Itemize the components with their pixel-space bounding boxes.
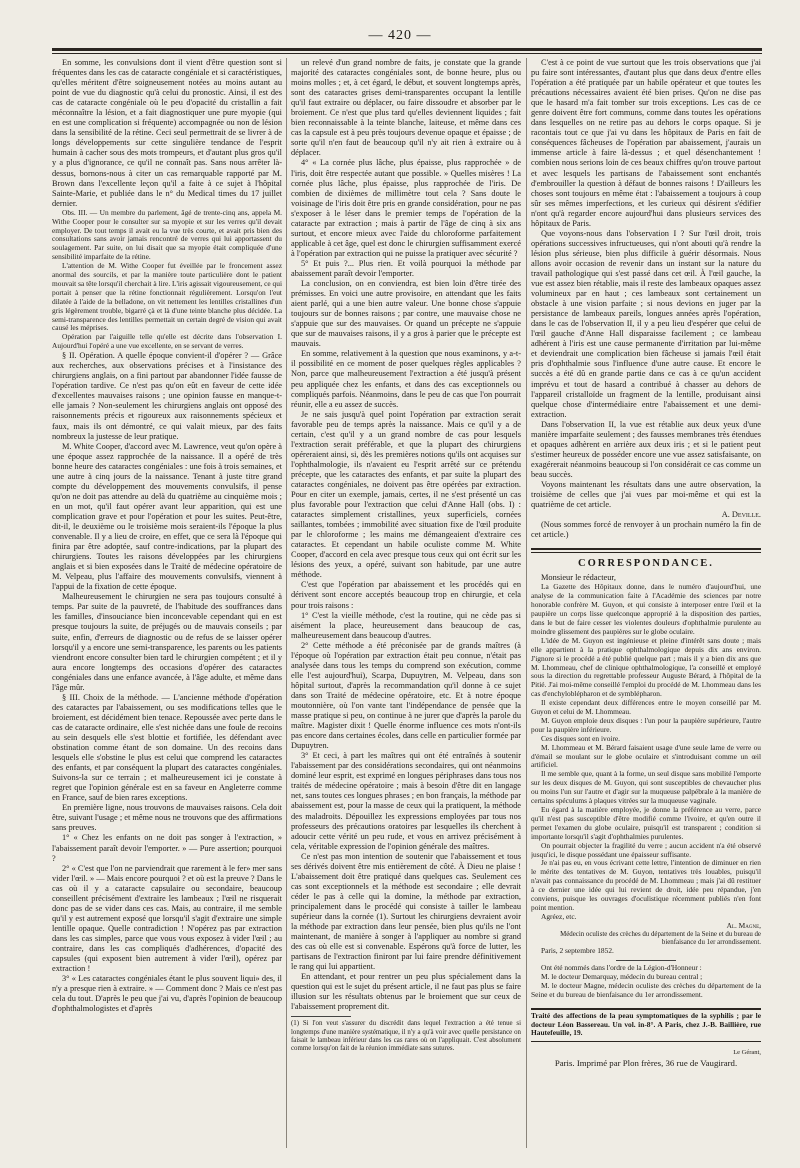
paragraph: Voyons maintenant les résultats dans une autre observation, la troisième de celles que j'ai vues par moi-même et qui est la quatrième de cet article. bbox=[531, 479, 761, 510]
page-number: — 420 — bbox=[368, 28, 432, 43]
paragraph: 4° « La cornée plus lâche, plus épaisse, plus rapprochée » de l'iris, doit être respectée autant que possible. » Quelles misères ! La cornée plus lâche, plus épaisse, plus rapprochée de l'iris. De combien de dixièmes de millimètre tout cela ? Sans doute le voisinage de l'iris doit être pris en grande considération, pour ne pas s'exposer à le léser dans le premier temps de l'opération de la cataracte par extraction ; mais à partir de l'âge de cinq à six ans surtout, et encore mieux avec l'aide du chloroforme parfaitement applicable à cet âge, quel est donc le chirurgien suffisamment exercé à l'opération par extraction qui ne puisse la pratiquer avec sécurité ? bbox=[291, 158, 521, 258]
footnote-rule bbox=[291, 1016, 351, 1017]
honors-paragraph: M. le docteur Demarquay, médecin du bureau central ; bbox=[541, 971, 703, 981]
section-rule bbox=[531, 548, 761, 550]
letter-date: Paris, 2 septembre 1852. bbox=[541, 946, 614, 956]
letter-paragraph: La Gazette des Hôpitaux donne, dans le numéro d'aujourd'hui, une analyse de la communication faite à l'Académie des sciences par notre honorable confrère M. Guyon, et qui consiste à interposer entre l'œil et la paupière un corps lisse quelconque approprié à la disposition des parties, dans le but de faire cesser les violentes douleurs d'ophthalmie purulente au moindre glissement des paupières sur le globe oculaire. bbox=[531, 582, 761, 636]
header-rule-thin bbox=[52, 53, 762, 54]
gerant-label: Le Gérant, bbox=[733, 1049, 761, 1057]
observation-paragraph: Obs. III. — Un membre du parlement, âgé de trente-cinq ans, appela M. Withe Cooper pour le consulter sur sa myopie et sur les verres qu'il devait employer. De tout temps il avait eu la vue très courte, et avait pris bien des consultations sans avoir jamais rencontré de verres qui lui apportassent du soulagement. Par suite, on lui disait que sa myopie était compliquée d'une sensibilité imparfaite de la rétine. bbox=[52, 207, 282, 262]
paragraph: En somme, les convulsions dont il vient d'être question sont si fréquentes dans les cas de cataracte congéniale et si caractéristiques, qu'elles méritent d'être soigneusement notées au moins autant au point de vue du diagnostic qu'à celui du pronostic. Ainsi, il est des cas de cataracte congéniale où le peu d'opacité du cristallin a fait méconnaître la lésion, et a fait diagnostiquer une pure myopie (qui en est une complication si fréquente) accompagnée ou non de lésion dans la sensibilité de la rétine. Ceci seul permettrait de se livrer à de longs développements sur cette singulière tendance de l'esprit humain à cacher sous des mots trompeurs, et d'autant plus gros qu'il y a plus d'ignorance, ce qu'il ne connaît pas. Sans nous arrêter là-dessus, bornons-nous à citer un cas remarquable rapporté par M. Brown dans l'excellente leçon qu'il a faite à ce sujet à l'hôpital Sainte-Marie, et publiée dans le n° du Medical times du 17 juillet dernier. bbox=[52, 58, 282, 208]
divider bbox=[616, 960, 676, 961]
letter-paragraph: Il existe cependant deux différences entre le moyen conseillé par M. Guyon et celui de M. Lhommeau. bbox=[531, 698, 761, 717]
paragraph: 3° Et ceci, à part les maîtres qui ont été entraînés à soutenir l'abaissement par des considérations secondaires, qui ont néanmoins dominé leur esprit, est exprimé en longues périphrases dans tous nos traités de médecine opératoire ; mais à besoin d'être dit en langage net, sans toutes ces longues phrases ; en bon français, la méthode par abaissement est, pour la masse de ceux qui la pratiquent, la méthode des maladroits. Dépouillez les expressions employées par tous nos professeurs des précautions oratoires par lesquelles ils cherchent à adoucir cette vérité un peu rude, et vous en arrivez précisément à cela, véritable expression de l'opinion générale des maîtres. bbox=[291, 751, 521, 851]
editor-note: (Nous sommes forcé de renvoyer à un prochain numéro la fin de cet article.) bbox=[531, 520, 761, 540]
letter-signer: Al. Magne, bbox=[726, 920, 761, 930]
paragraph: En attendant, et pour rentrer un peu plus spécialement dans la question qui est le sujet du présent article, il ne faut pas plus se faire illusion sur les résultats obtenus par le broiement que sur ceux de l'abaissement proprement dit. bbox=[291, 972, 521, 1012]
letter-paragraph: Eu égard à la matière employée, je donne la préférence au verre, parce qu'il n'est pas susceptible d'être modifié comme l'ivoire, et qu'en outre il permet l'examen du globe oculaire, puisqu'il est transparent ; condition si importante lorsqu'il s'agit d'ophthalmies purulentes. bbox=[531, 805, 761, 841]
book-notice: Traité des affections de la peau symptomatiques de la syphilis ; par le docteur Léon Bassereau. Un vol. in-8°. A Paris, chez J.-B. Baillière, rue Hautefeuille, 19. bbox=[531, 1010, 761, 1038]
letter-paragraph: Il me semble que, quant à la forme, un seul disque sans mobilité l'emporte sur les deux disques de M. Guyon, qui sont susceptibles de chevaucher plus ou moins l'un sur l'autre et d'agir sur la muqueuse palpébrale à la manière de certains spéculums à plaques vitrées sur la muqueuse vaginale. bbox=[531, 769, 761, 806]
observation-paragraph: L'attention de M. Withe Cooper fut éveillée par le froncement assez anormal des sourcils, et par la manière toute particulière dont le patient mouvait sa tête lorsqu'il cherchait à lire. L'iris agissait vigoureusement, ce qui portait à penser que la rétine fonctionnait régulièrement. Lorsqu'on l'eut dilatée à l'aide de la belladone, on vit nettement les lentilles cristallines d'un gris légèrement trouble, bigarré çà et là d'une teinte blanche plus décidée. La semi-transparence des lentilles permettait un certain degré de vision qui avait causé les méprises. bbox=[52, 261, 282, 333]
paragraph: 3° « Les cataractes congéniales étant le plus souvent liqui» des, il n'y a presque rien à extraire. » — Comment donc ? Mais ce n'est pas cela du tout. D'après le peu que j'ai vu, d'après l'opinion de beaucoup d'ophthalmologistes et d'après bbox=[52, 974, 282, 1014]
paragraph: M. White Cooper, d'accord avec M. Lawrence, veut qu'on opère à une époque assez rapprochée de la naissance. Il a opéré de très bonne heure des cataractes congéniales : une fois à trois semaines, et une autre à cinq jours de la naissance. Tenant à juste titre grand compte du développement des mouvements convulsifs, il pense qu'on ne doit pas attendre au delà du quatrième au cinquième mois ; en un mot, qu'il faut opérer avant leur apparition, qui est une complication grave et pour l'opération et pour les suites. Peut-être, dit-il, le deuxième ou le troisième mois seraient-ils l'époque la plus convenable. Il y a lieu de croire, en effet, que ce sera là l'époque qui finira par être adoptée, sauf contre-indications, par la plupart des chirurgiens. Toutes les raisons développées par les chirurgiens anglais et si bien exposées dans le Traité de médecine opératoire de M. Velpeau, plus l'affaire des mouvements convulsifs, viennent à l'appui de la fixation de cette époque. bbox=[52, 441, 282, 592]
paragraph: Malheureusement le chirurgien ne sera pas toujours consulté à temps. Par suite de la pauvreté, de l'habitude des souffrances dans les familles, d'insouciance bien inconcevable cependant qui en est presque toujours la suite, de préjugés ou de mauvais conseils ; par suite, enfin, d'erreurs de diagnostic ou de refus de se laisser opérer lorsqu'il y a encore une semi-transparence, les parents ou les patients viendront encore consulter bien tard le chirurgien compétent ; et il y aura encore longtemps des occasions d'opérer des cataractes congéniales dans une enfance avancée, à l'âge adulte, et même dans l'âge mûr. bbox=[52, 592, 282, 692]
signer-title: Médecin oculiste des crèches du département de la Seine et du bureau de bienfaisance du 1er arrondissement. bbox=[560, 930, 761, 946]
paragraph: 1° C'est la vieille méthode, c'est la routine, qui ne cède pas si aisément la place, heureusement dans beaucoup de cas, malheureusement dans beaucoup d'autres. bbox=[291, 610, 521, 640]
letter-paragraph: M. Lhommeau et M. Bérard faisaient usage d'une seule lame de verre ou d'émail se moulant sur le globe oculaire et s'introduisant comme un œil artificiel. bbox=[531, 742, 761, 770]
honors-paragraph: Ont été nommés dans l'ordre de la Légion-d'Honneur : bbox=[541, 963, 702, 972]
honors-paragraph: M. le docteur Magne, médecin oculiste des crèches du département de la Seine et du bureau de bienfaisance du 1er arrondissement. bbox=[531, 980, 761, 999]
paragraph: Ce n'est pas mon intention de soutenir que l'abaissement et tous ses dérivés doivent être mis entièrement de côté. À Dieu ne plaise ! L'abaissement doit être pratiqué dans quelques cas. Seulement ces cas sont exceptionnels et la méthode est secondaire ; elle devrait céder le pas à celle qui la domine, la méthode par extraction, principalement dans le procédé qui consiste à tailler le lambeau supérieur dans la cornée (1). Surtout les chirurgiens devraient avoir la méthode par extraction dans leur pensée, bien plus qu'ils ne l'ont maintenant, de manière à songer à l'appliquer au nombre si grand des cas où elle est si convenable. Espérons qu'à force de lutter, les partisans de l'extraction finiront par lui faire prendre définitivement le rang qui lui appartient. bbox=[291, 851, 521, 972]
paragraph: La conclusion, on en conviendra, est bien loin d'être tirée des prémisses. En voici une autre provisoire, en attendant que les faits aient parlé, qui a une bien autre valeur. Une bonne chose s'appuie toujours sur de bonnes raisons ; par contre, une mauvaise chose ne s'appuie que sur des mauvaises. Or quand un précepte ne s'appuie que sur de mauvaises raisons, il y a gros à parier que le précepte est mauvais. bbox=[291, 279, 521, 349]
paragraph: 2° « C'est que l'on ne parviendrait que rarement à le fer» mer sans vider l'œil. » — Mais encore pourquoi ? et où est la preuve ? Dans le cas où il y a cataracte capsulaire ou secondaire, beaucoup conseillent précisément d'extraire les lambeaux ; l'œil ne risquerait donc pas de se vider dans ces cas. Mais, au contraire, il me semble qu'il y est autrement exposé que lorsqu'il s'agit d'extraire une simple lentille opaque. Quelle contradiction ! N'opérez pas par extraction dans les cas simples, parce que vous vous exposez à vider l'œil ; au contraire, dans les cas compliqués d'adhérences, d'opacité des capsules (qui exposent bien autrement à vider l'œil), opérez par extraction ! bbox=[52, 863, 282, 974]
column-divider bbox=[526, 58, 527, 1148]
paragraph: 2° Cette méthode a été préconisée par de grands maîtres (à l'époque où l'opération par extraction était peu connue, n'était pas analysée dans tous les temps du comprend son exécution, comme elle l'est aujourd'hui), Scarpa, Dupuytren, M. Velpeau, dans son hôpital surtout, d'après la recommandation qu'il donne à ce sujet dans son Traité de médecine opératoire, etc. Et à notre époque moutonnière, où l'on vante tant l'indépendance de pensée que la masse pratique si peu, on continue à ne jurer que d'après la parole du maître. Magister dixit ! Quelle énorme influence ces mots n'ont-ils pas encore dans certaines écoles, dans celle en particulier formée par Dupuytren. bbox=[291, 640, 521, 751]
letter-paragraph: Ces disques sont en ivoire. bbox=[541, 733, 621, 743]
printer-line: Paris. Imprimé par Plon frères, 36 rue de Vaugirard. bbox=[554, 1058, 738, 1069]
paragraph: Dans l'observation II, la vue est rétablie aux deux yeux d'une manière imparfaite seulement ; des fausses membranes très étendues et opaques adhèrent en arrière aux deux iris ; et si le patient peut s'estimer heureux de posséder encore une vue assez satisfaisante, on exagérerait néanmoins beaucoup si l'on considérait ce cas comme un beau succès. bbox=[531, 419, 761, 479]
paragraph: En somme, relativement à la question que nous examinons, y a-t-il possibilité en ce moment de poser quelques règles applicables ? Non, parce que malheureusement l'extraction a été jusqu'à présent peu appliquée chez les enfants, et dans des cas exceptionnels ou compliqués parfois. Néanmoins, dans le peu de cas que l'on pourrait réunir, elle a eu assez de succès. bbox=[291, 349, 521, 409]
paragraph: C'est que l'opération par abaissement et les procédés qui en dérivent sont encore acceptés beaucoup trop en chirurgie, et cela pour trois raisons : bbox=[291, 580, 521, 610]
column-3 bbox=[531, 58, 761, 1148]
paragraph: En première ligne, nous trouvons de mauvaises raisons. Cela doit être, suivant l'usage ; et même nous ne trouvons que des affirmations sans preuves. bbox=[52, 803, 282, 833]
column-1 bbox=[52, 58, 282, 1148]
observation-paragraph: Opération par l'aiguille telle qu'elle est décrite dans l'observation I. Aujourd'hui l'opéré a une vue excellente, en se servant de verres. bbox=[52, 332, 282, 351]
footnote: (1) Si l'on veut s'assurer du discrédit dans lequel l'extraction a été tenue si longtemps d'une manière systématique, il n'y a qu'à voir avec quelle persistance on faisait le lambeau inférieur dans les cas rares où on l'appliquait. C'est absolument comme lorsqu'on fait de la réunion immédiate sans sutures. bbox=[291, 1020, 521, 1053]
letter-paragraph: M. Guyon emploie deux disques : l'un pour la paupière supérieure, l'autre pour la paupière inférieure. bbox=[531, 715, 761, 734]
paragraph: C'est à ce point de vue surtout que les trois observations que j'ai pu faire sont intéressantes, d'autant plus que dans deux d'entre elles l'opération a été pratiquée par un habile opérateur et que toutes les précautions nécessaires avaient été bien prises. Qu'on ne dise pas que le hasard m'a fait tomber sur trois exceptions. Les cas de ce genre doivent être fort communs, comme dans toutes les opérations dans lesquelles on ne retire pas au dehors le corps opaque. Si je racontais tout ce que j'ai vu dans les hôpitaux de Paris en fait de conséquences fâcheuses de l'opération par abaissement, j'aurais un immense article à faire là-dessus ; et quel désenchantement ! combien nous serions loin de ces beaux chiffres qu'on trouve partout et avec lesquels les partisans de l'abaissement sont enchantés d'embrouiller la question à défaut de bonnes raisons ! D'ailleurs les choses sont toujours en même état : l'abaissement a toujours à coup sûr ses mêmes imperfections, et les curieux qui désirent s'édifier n'ont qu'à regarder encore aujourd'hui dans plusieurs services des hôpitaux de Paris. bbox=[531, 58, 761, 228]
section-rule-thin bbox=[531, 1041, 761, 1042]
letter-paragraph: L'idée de M. Guyon est ingénieuse et pleine d'intérêt sans doute ; mais elle appartient à la pratique ophthalmologique depuis dix ans environ. J'ignore si le procédé a été publié quelque part ; mais il y a bien dix ans que M. Lhommeau, chef de clinique ophthalmologique, l'a conseillé et employé sous la direction du regrettable professeur Auguste Bérard, à l'hôpital de la Pitié. J'ai moi-même conseillé l'emploi du procédé de M. Lhommeau dans les cas d'enchyloblépharon et de symblépharon. bbox=[531, 635, 761, 699]
section-rule-thin bbox=[531, 552, 761, 553]
paragraph: 5° Et puis ?... Plus rien. Et voilà pourquoi la méthode par abaissement paraît devoir l'emporter. bbox=[291, 258, 521, 278]
paragraph: § II. Opération. A quelle époque convient-il d'opérer ? — Grâce aux recherches, aux observations précises et à l'insistance des chirurgiens anglais, on a fini partout par abandonner l'idée fausse de l'opération tardive. Ce n'est pas qu'on eût en faveur de cette idée d'excellentes mauvaises raisons ; une opinion fausse en manque-t-elle jamais ? Non-seulement les chirurgiens anglais ont opposé des raisonnements précis et rigoureux aux raisonnements spécieux et faux, mais ils ont démontré, ce qui valait mieux, par des faits nombreux la justesse de leur pratique. bbox=[52, 351, 282, 441]
paragraph: § III. Choix de la méthode. — L'ancienne méthode d'opération des cataractes par l'abaissement, ou ses modifications telles que le broiement, est décidément bien tenace. Repoussée avec perte dans le cas de cataracte ordinaire, elle s'est nichée dans une foule de recoins au sein desquels elle s'est blottie et fortifiée, les défendant avec obstination comme étant de son domaine. Un des recoins dans lesquels elle s'obstine le plus est celui que comprend les cataractes des enfants, et par conséquent la plupart des cataractes congéniales. Suivons-la sur ce terrain ; et malheureusement ici je constate à regret que l'opinion générale est en sa faveur en Angleterre comme en France, sauf de bien rares exceptions. bbox=[52, 692, 282, 803]
paragraph: 1° « Chez les enfants on ne doit pas songer à l'extraction, » l'abaissement paraît devoir l'emporter. » — Pure assertion; pourquoi ? bbox=[52, 833, 282, 863]
column-2 bbox=[291, 58, 521, 1148]
letter-close: Agréez, etc. bbox=[541, 911, 577, 921]
correspondence-heading: CORRESPONDANCE. bbox=[578, 558, 714, 570]
letter-paragraph: On pourrait objecter la fragilité du verre ; aucun accident n'a été observé jusqu'ici, le disque possédant une épaisseur suffisante. bbox=[531, 840, 761, 859]
header-rule bbox=[52, 48, 762, 51]
salutation: Monsieur le rédacteur, bbox=[541, 573, 616, 583]
author-signature: A. Deville. bbox=[721, 510, 761, 520]
letter-paragraph: Je n'ai pas eu, en vous écrivant cette lettre, l'intention de diminuer en rien le mérite des tentatives de M. Guyon, tentatives très louables, puisqu'il n'avait pas connaissance du procédé de M. Lhommeau ; mais j'ai dû restituer à ce dernier une idée qui lui revient de droit, idée peu répandue, j'en conviens, puisque les ouvrages d'oculistique récemment publiés n'en font point mention. bbox=[531, 858, 761, 912]
paragraph: un relevé d'un grand nombre de faits, je constate que la grande majorité des cataractes congéniales sont, de bonne heure, plus ou moins molles ; et, à cet égard, le début, et souvent longtemps après, sont des cataractes grises demi-transparentes occupant la lentille qu'il faut extraire ou déplacer, ou faire dissoudre et absorber par le broiement. Ce n'est que plus tard qu'elles deviennent liquides ; fait bien reconnaissable à la teinte blanche, laiteuse, et même dans ces cas la capsule est à peu près toujours devenue opaque et épaisse ; de sorte qu'il n'en faut de beaucoup qu'il n'y ait rien à extraire ou à déplacer. bbox=[291, 58, 521, 158]
paragraph: Je ne sais jusqu'à quel point l'opération par extraction serait favorable peu de temps après la naissance. Mais ce qu'il y a de certain, c'est qu'il y a un grand nombre de cas pour lesquels l'extraction serait préférable, et que la plupart des chirurgiens opéreraient ainsi, si, dès les premières notions qu'ils ont acquises sur l'ophthalmologie, ils n'avaient eu l'esprit arrêté sur ce prétendu précepte, que les cataractes des enfants, et par suite la plupart des cataractes congéniales, ne doivent pas être opérées par extraction. Pour en citer un exemple, jamais, certes, il ne s'est présenté un cas plus favorable pour l'extraction que celui d'Anne Hall (obs. I) : cataractes simplement cristallines, yeux superficiels, cornées saillantes, tombées ; immobilité avec situation fixe de l'œil produite par le chloroforme ; les mains me démangeaient d'extraire ces cataractes. Et cependant un habile oculiste comme M. White Cooper, d'accord en cela avec presque tous ceux qui ont écrit sur les lésions des yeux, a opéré, suivant son habitude, par une autre méthode. bbox=[291, 409, 521, 580]
paragraph: Que voyons-nous dans l'observation I ? Sur l'œil droit, trois opérations successives infructueuses, qui n'ont abouti qu'à rendre la lésion plus sérieuse, bien plus difficile à guérir désormais. Nous allons avoir occasion de revenir dans un instant sur la nature du travail pathologique qui s'est passé dans cet œil. À l'œil gauche, la vue est assez bien rétablie, mais il reste des lambeaux opaques assez volumineux par en haut ; ces lambeaux sont certainement un obstacle à une vision parfaite ; si nous devions en juger par la persistance de lambeaux pareils, longues années après l'opération, dans le cas de l'observation II, il y a peu lieu d'espérer que celui de l'œil gauche d'Anne Hall disparaisse facilement ; ce lambeau adhérent à l'iris est une cause permanente d'irritation par lui-même et deviendrait une complication bien fâcheuse si jamais l'œil était pris d'ophthalmie sous l'influence d'une autre cause. Et encore le succès a été dû en grande partie dans ce cas à ce qu'un accident imprévu et tout de hasard a contribué à chasser au dehors de l'appareil cristalloïde un fragment de la lentille, produisant ainsi quelque chose d'intermédiaire entre l'abaissement et une demi-extraction. bbox=[531, 228, 761, 419]
column-divider bbox=[286, 58, 287, 1148]
section-rule bbox=[531, 1008, 761, 1010]
